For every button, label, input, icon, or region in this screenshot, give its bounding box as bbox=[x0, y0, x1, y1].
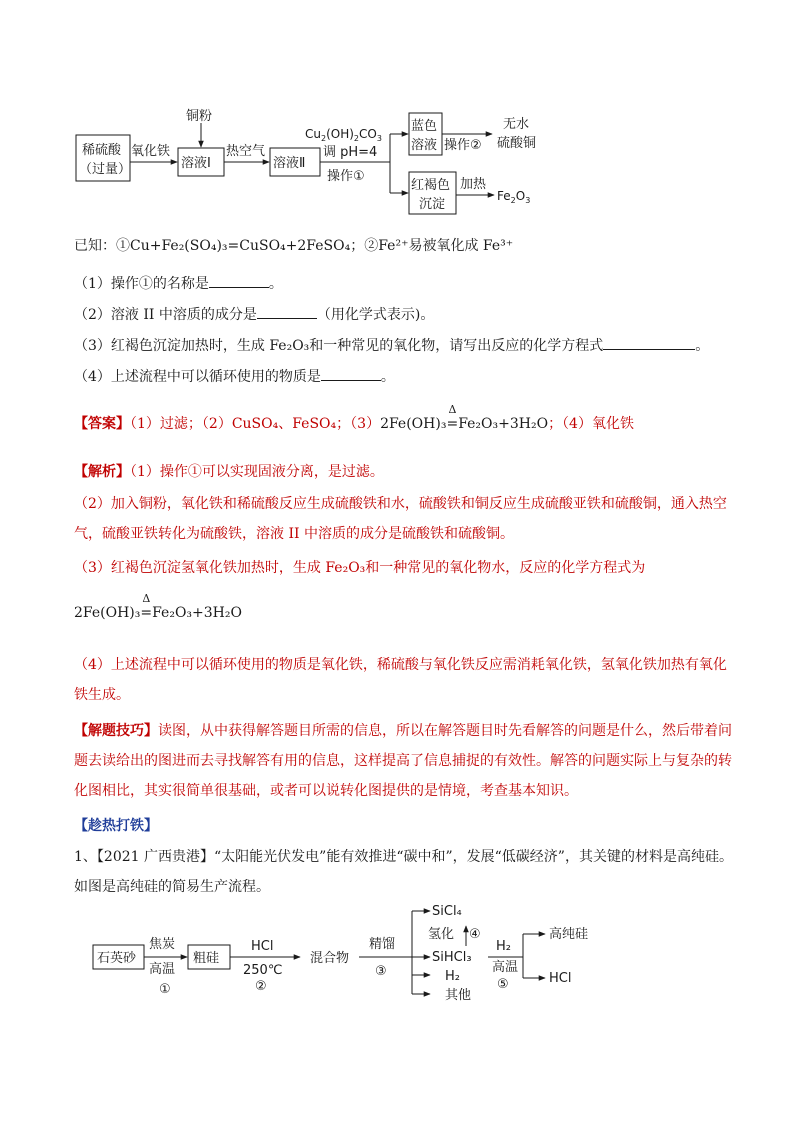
label-step-5: ⑤ bbox=[497, 977, 509, 992]
analysis-equation: 2Fe(OH)₃ Δ =Fe₂O₃+3H₂O bbox=[74, 601, 734, 625]
label-250c: 250℃ bbox=[243, 963, 283, 978]
label-copper-powder: 铜粉 bbox=[186, 109, 213, 124]
label-step-1: ① bbox=[159, 982, 171, 997]
question-4: （4）上述流程中可以循环使用的物质是 。 bbox=[74, 365, 734, 389]
label-heating: 加热 bbox=[460, 177, 487, 192]
heat-equals-sign: Δ = bbox=[446, 403, 459, 432]
solving-tip: 【解题技巧】读图，从中获得解答题目所需的信息，所以在解答题目时先看解答的问题是什么，然后带着问题去读给出的图进而去寻找解答有用的信息，这样提高了信息捕捉的有效性。解答的问题实际上与复杂的转化图相比，其实很简单很基础，或者可以说转化图提供的是情境，考查基本知识。 bbox=[74, 723, 732, 799]
label-basic-copper-carbonate: $Cu_2(OH)_2CO_3$ bbox=[305, 127, 382, 143]
label-mixture: 混合物 bbox=[310, 951, 350, 966]
label-others: 其他 bbox=[445, 988, 472, 1003]
label-hot-air: 热空气 bbox=[226, 144, 266, 159]
label-fe2o3-product: $Fe_2O_3$ bbox=[497, 189, 531, 205]
box-red-text-2: 沉淀 bbox=[419, 197, 446, 212]
flowchart-copper-sulfate bbox=[0, 0, 794, 230]
box-blue-text-2: 溶液 bbox=[411, 138, 438, 153]
box-quartz-text: 石英砂 bbox=[97, 951, 137, 966]
known-statement: 已知：①Cu+Fe₂(SO₄)₃=CuSO₄+2FeSO₄；②Fe²⁺易被氧化成 Fe³⁺ bbox=[74, 238, 514, 254]
box-crude-si-text: 粗硅 bbox=[193, 951, 220, 966]
question-2: （2）溶液 II 中溶质的成分是 （用化学式表示)。 bbox=[74, 303, 734, 327]
label-coke: 焦炭 bbox=[149, 937, 176, 952]
label-anhydrous-2: 硫酸铜 bbox=[497, 136, 537, 151]
label-anhydrous-1: 无水 bbox=[503, 117, 530, 132]
practice-question: 1、【2021 广西贵港】“太阳能光伏发电”能有效推进“碳中和”，发展“低碳经济”，其关键的材料是高纯硅。如图是高纯硅的简易生产流程。 bbox=[74, 849, 733, 895]
label-adjust-ph: 调 pH=4 bbox=[323, 145, 378, 160]
label-step-4: ④ bbox=[469, 927, 481, 942]
practice-header: 【趁热打铁】 bbox=[74, 818, 158, 834]
answer-blank-4[interactable] bbox=[321, 366, 381, 381]
label-h2-reagent: H₂ bbox=[496, 939, 511, 954]
answer-blank-3[interactable] bbox=[603, 335, 695, 350]
label-distillation: 精馏 bbox=[369, 937, 396, 952]
question-1: （1）操作①的名称是 。 bbox=[74, 272, 734, 296]
label-high-temp-1: 高温 bbox=[149, 962, 176, 977]
label-step-2: ② bbox=[255, 979, 267, 994]
label-hcl: HCl bbox=[251, 939, 274, 954]
box-solution-2-text: 溶液Ⅱ bbox=[273, 156, 306, 171]
label-h2-byproduct: H₂ bbox=[445, 969, 460, 984]
box-acid-text-2: （过量） bbox=[79, 162, 132, 177]
label-step-3: ③ bbox=[375, 964, 387, 979]
answer-line: 【答案】（1）过滤；（2）CuSO₄、FeSO₄；（3）2Fe(OH)₃ Δ =Fe₂O₃+3H₂O；（4）氧化铁 bbox=[74, 412, 734, 436]
flowchart-high-purity-silicon bbox=[0, 900, 794, 1010]
label-high-purity-si: 高纯硅 bbox=[549, 927, 589, 942]
question-3: （3）红褐色沉淀加热时，生成 Fe₂O₃和一种常见的氧化物，请写出反应的化学方程式 。 bbox=[74, 334, 734, 358]
answer-blank-2[interactable] bbox=[257, 304, 317, 319]
label-iron-oxide: 氧化铁 bbox=[131, 144, 171, 159]
box-red-text-1: 红褐色 bbox=[411, 178, 451, 193]
analysis-line-1: 【解析】（1）操作①可以实现固液分离，是过滤。 bbox=[74, 464, 384, 480]
box-blue-text-1: 蓝色 bbox=[411, 119, 438, 134]
label-sicl4: SiCl₄ bbox=[432, 904, 462, 919]
label-operation-1: 操作① bbox=[327, 169, 365, 184]
label-operation-2: 操作② bbox=[444, 138, 482, 153]
box-solution-1-text: 溶液Ⅰ bbox=[181, 156, 211, 171]
label-high-temp-5: 高温 bbox=[492, 960, 519, 975]
analysis-line-2: （2）加入铜粉，氧化铁和稀硫酸反应生成硫酸铁和水，硫酸铁和铜反应生成硫酸亚铁和硫酸铜，通入热空气，硫酸亚铁转化为硫酸铁，溶液 II 中溶质的成分是硫酸铁和硫酸铜。 bbox=[74, 496, 727, 542]
label-hcl-output: HCl bbox=[549, 971, 572, 986]
label-hydrogenation: 氢化 bbox=[428, 927, 455, 942]
analysis-line-4: （4）上述流程中可以循环使用的物质是氧化铁，稀硫酸与氧化铁反应需消耗氧化铁，氢氧化铁加热有氧化铁生成。 bbox=[74, 657, 727, 703]
label-sihcl3: SiHCl₃ bbox=[432, 950, 472, 965]
heat-equals-sign-2: Δ = bbox=[140, 592, 153, 621]
answer-blank-1[interactable] bbox=[209, 273, 269, 288]
box-acid-text-1: 稀硫酸 bbox=[82, 143, 122, 158]
analysis-line-3: （3）红褐色沉淀氢氧化铁加热时，生成 Fe₂O₃和一种常见的氧化物水，反应的化学方程式为 bbox=[74, 560, 646, 576]
